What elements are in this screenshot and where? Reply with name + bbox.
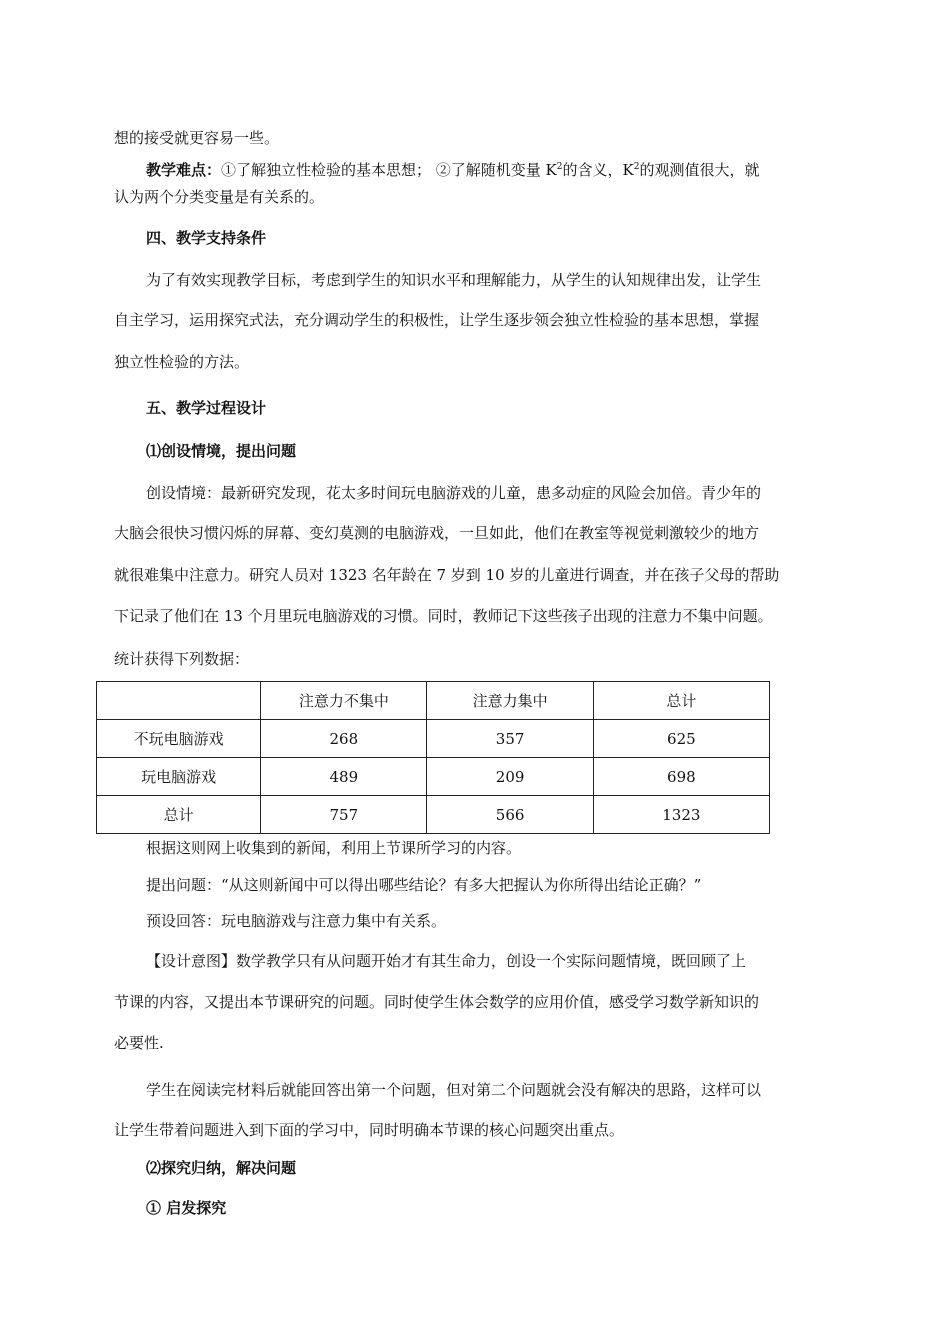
statistics-table bbox=[96, 681, 770, 834]
table-row bbox=[97, 796, 770, 834]
paragraph-line: 根据这则网上收集到的新闻，利用上节课所学习的内容。 bbox=[146, 839, 522, 857]
paragraph-line: 想的接受就更容易一些。 bbox=[114, 129, 280, 147]
table-header-cell: 注意力不集中 bbox=[261, 682, 427, 720]
table-cell: 1323 bbox=[593, 796, 769, 834]
table-header-cell: 总计 bbox=[593, 682, 769, 720]
section-heading: 四、教学支持条件 bbox=[146, 229, 267, 247]
difficulty-text: ①了解独立性检验的基本思想； ②了解随机变量 K bbox=[221, 161, 557, 179]
paragraph-line: 下记录了他们在 13 个月里玩电脑游戏的习惯。同时，教师记下这些孩子出现的注意力不集中问题。 bbox=[114, 607, 773, 625]
table-header-row bbox=[97, 682, 770, 720]
table-cell: 玩电脑游戏 bbox=[97, 758, 261, 796]
table-cell: 209 bbox=[427, 758, 593, 796]
table-cell: 757 bbox=[261, 796, 427, 834]
table-row bbox=[97, 720, 770, 758]
paragraph-line: 独立性检验的方法。 bbox=[114, 353, 250, 371]
table-row bbox=[97, 758, 770, 796]
subsection-heading: ⑴创设情境，提出问题 bbox=[146, 442, 297, 460]
teaching-difficulty-line bbox=[146, 160, 759, 180]
paragraph-line: 就很难集中注意力。研究人员对 1323 名年龄在 7 岁到 10 岁的儿童进行调查，并在孩子父母的帮助 bbox=[114, 566, 780, 584]
subsection-item: ① 启发探究 bbox=[146, 1199, 227, 1217]
paragraph-line: 让学生带着问题进入到下面的学习中，同时明确本节课的核心问题突出重点。 bbox=[114, 1121, 625, 1139]
paragraph-line: 预设回答：玩电脑游戏与注意力集中有关系。 bbox=[146, 912, 447, 930]
difficulty-label: 教学难点： bbox=[146, 161, 222, 179]
section-heading: 五、教学过程设计 bbox=[146, 399, 267, 417]
difficulty-text: 的观测值很大，就 bbox=[639, 161, 760, 179]
table-header-cell bbox=[97, 682, 261, 720]
paragraph-line: 学生在阅读完材料后就能回答出第一个问题，但对第二个问题就会没有解决的思路，这样可以 bbox=[146, 1081, 762, 1099]
paragraph-line: 提出问题：“从这则新闻中可以得出哪些结论？有多大把握认为你所得出结论正确？” bbox=[146, 876, 702, 894]
table-cell: 698 bbox=[593, 758, 769, 796]
paragraph-line: 节课的内容，又提出本节课研究的问题。同时使学生体会数学的应用价值，感受学习数学新知识的 bbox=[114, 993, 760, 1011]
paragraph-line: 自主学习，运用探究式法，充分调动学生的积极性，让学生逐步领会独立性检验的基本思想，掌握 bbox=[114, 311, 760, 329]
paragraph-line: 大脑会很快习惯闪烁的屏幕、变幻莫测的电脑游戏，一旦如此，他们在教室等视觉刺激较少的地方 bbox=[114, 524, 760, 542]
paragraph-line: 必要性. bbox=[114, 1034, 164, 1052]
table-cell: 不玩电脑游戏 bbox=[97, 720, 261, 758]
subsection-heading: ⑵探究归纳，解决问题 bbox=[146, 1159, 297, 1177]
table-cell: 268 bbox=[261, 720, 427, 758]
table-cell: 566 bbox=[427, 796, 593, 834]
table-header-cell: 注意力集中 bbox=[427, 682, 593, 720]
paragraph-line: 【设计意图】数学教学只有从问题开始才有其生命力，创设一个实际问题情境，既回顾了上 bbox=[146, 952, 747, 970]
paragraph-line: 为了有效实现教学目标，考虑到学生的知识水平和理解能力，从学生的认知规律出发，让学生 bbox=[146, 271, 762, 289]
table-cell: 489 bbox=[261, 758, 427, 796]
superscript: 2 bbox=[556, 162, 563, 172]
superscript: 2 bbox=[633, 162, 640, 172]
table-cell: 357 bbox=[427, 720, 593, 758]
paragraph-line: 认为两个分类变量是有关系的。 bbox=[114, 188, 325, 206]
paragraph-line: 统计获得下列数据： bbox=[114, 650, 250, 668]
table-cell: 625 bbox=[593, 720, 769, 758]
table-cell: 总计 bbox=[97, 796, 261, 834]
difficulty-text: 的含义，K bbox=[562, 161, 634, 179]
paragraph-line: 创设情境：最新研究发现，花太多时间玩电脑游戏的儿童，患多动症的风险会加倍。青少年的 bbox=[146, 484, 762, 502]
